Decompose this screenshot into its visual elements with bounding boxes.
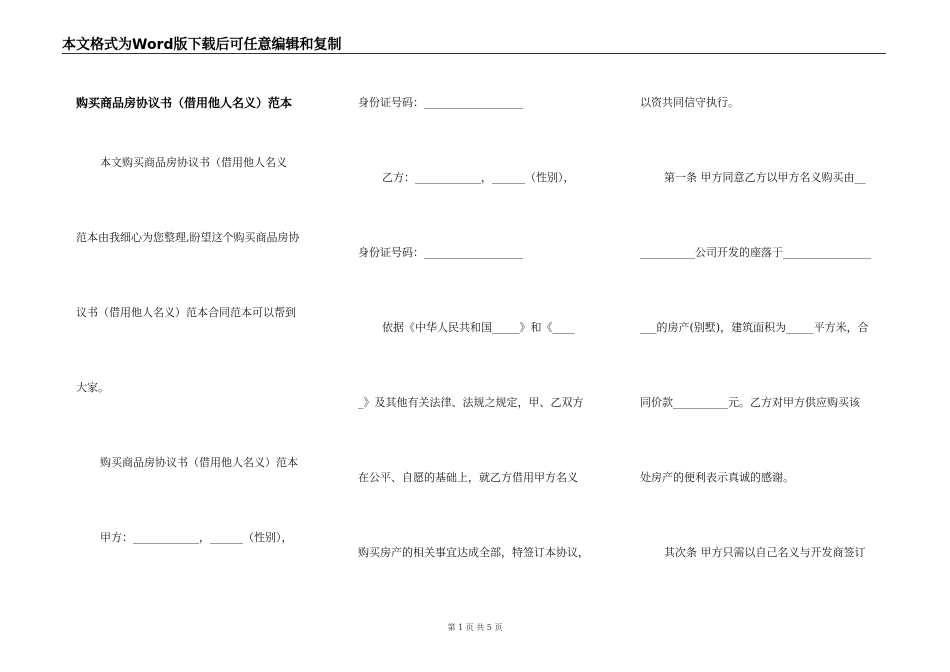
text-line: 购买房产的相关事宜达成全部，特签订本协议，: [358, 546, 589, 559]
text-line: 同价款__________元。乙方对甲方供应购买该: [640, 396, 860, 409]
party-a-line: 甲方：____________，______（性别），: [100, 531, 293, 544]
text-line: 范本由我细心为您整理,盼望这个购买商品房协: [76, 231, 300, 244]
text-column-3: [640, 0, 890, 672]
article-1-line: 第一条 甲方同意乙方以甲方名义购买由__: [664, 171, 866, 184]
text-column-1: [76, 0, 326, 672]
text-line: 大家。: [76, 381, 109, 394]
text-line: 本文购买商品房协议书（借用他人名义: [100, 156, 287, 169]
text-line: 议书（借用他人名义）范本合同范本可以帮到: [76, 306, 296, 319]
text-column-2: [358, 0, 608, 672]
article-2-line: 其次条 甲方只需以自己名义与开发商签订: [664, 546, 866, 559]
party-b-line: 乙方：____________，______（性别），: [382, 171, 575, 184]
text-line: 在公平、自愿的基础上，就乙方借用甲方名义: [358, 471, 578, 484]
id-number-line: 身份证号码：__________________: [358, 96, 523, 109]
page-number: 第 1 页 共 5 页: [447, 623, 503, 632]
text-line: __________公司开发的座落于________________: [640, 246, 871, 259]
document-title: 购买商品房协议书（借用他人名义）范本: [76, 96, 293, 110]
text-line: _》及其他有关法律、法规之规定，甲、乙双方: [358, 396, 584, 409]
text-line: 以资共同信守执行。: [640, 96, 739, 109]
subtitle-line: 购买商品房协议书（借用他人名义）范本: [100, 456, 298, 469]
id-number-line: 身份证号码：__________________: [358, 246, 523, 259]
text-line: 依据《中华人民共和国_____》和《____: [382, 321, 575, 334]
document-header: 本文格式为Word版下载后可任意编辑和复制: [62, 37, 342, 53]
text-line: 处房产的便利表示真诚的感谢。: [640, 471, 794, 484]
text-line: ___的房产(别墅)，建筑面积为_____平方米，合: [640, 321, 869, 334]
